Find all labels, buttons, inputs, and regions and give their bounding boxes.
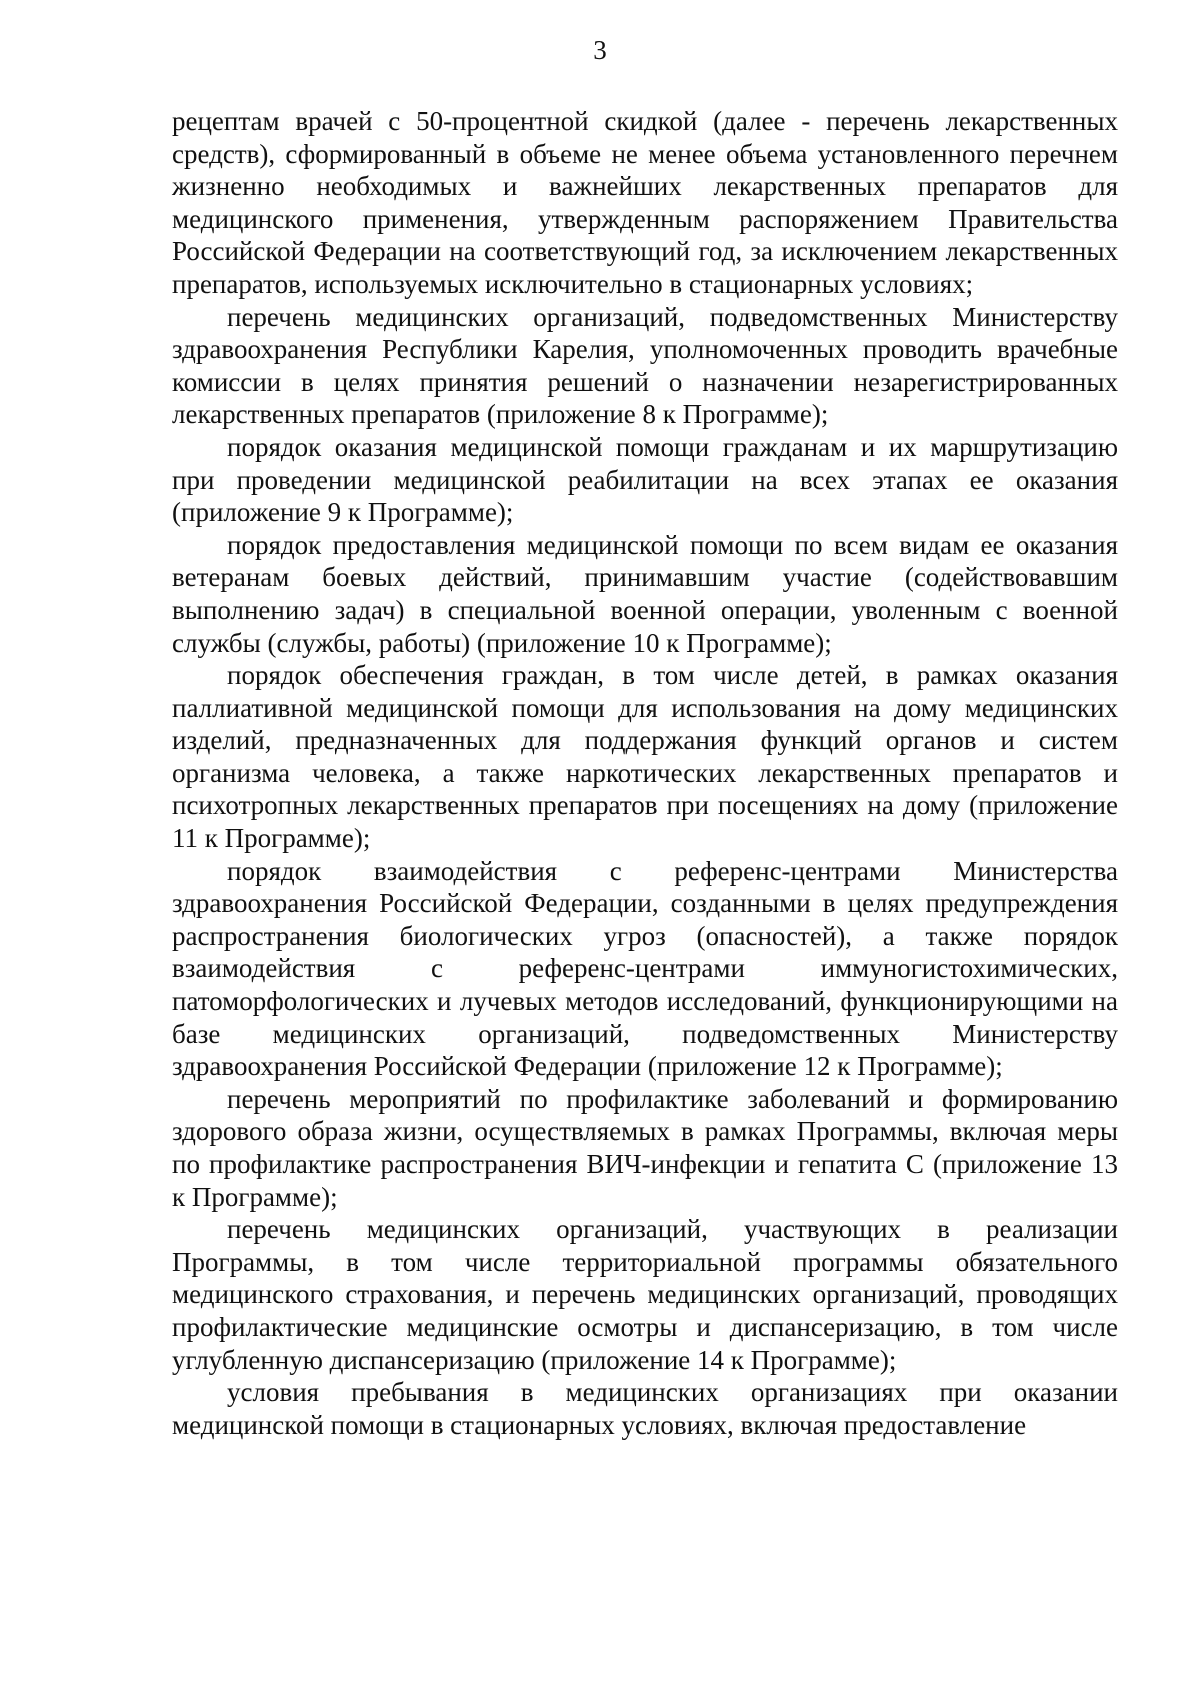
paragraph-continuation: рецептам врачей с 50-процентной скидкой (далее - перечень лекарственных средств), сформированный в объеме не менее объема установленного перечнем жизненно необходимых и важнейших лекарственных препаратов для медицинского применения, утвержденным распоряжением Правительства Российской Федерации на соответствующий год, за исключением лекарственных препаратов, используемых исключительно в стационарных условиях; bbox=[172, 106, 1118, 299]
paragraph-disease-prevention: перечень мероприятий по профилактике заболеваний и формированию здорового образа жизни, осуществляемых в рамках Программы, включая меры по профилактике распространения ВИЧ-инфекции и гепатита С (приложение 13 к Программе); bbox=[172, 1083, 1118, 1212]
page-number: 3 bbox=[593, 35, 607, 65]
paragraph-participating-organizations: перечень медицинских организаций, участвующих в реализации Программы, в том числе территориальной программы обязательного медицинского страхования, и перечень медицинских организаций, проводящих профилактические медицинские осмотры и диспансеризацию, в том числе углубленную диспансеризацию (приложение 14 к Программе); bbox=[172, 1214, 1118, 1375]
paragraph-veterans-medical-care: порядок предоставления медицинской помощи по всем видам ее оказания ветеранам боевых действий, принимавшим участие (содействовавшим выполнению задач) в специальной военной операции, уволенным с военной службы (службы, работы) (приложение 10 к Программе); bbox=[172, 529, 1118, 658]
paragraph-reference-centers: порядок взаимодействия с референс-центрами Министерства здравоохранения Российской Федерации, созданными в целях предупреждения распространения биологических угроз (опасностей), а также порядок взаимодействия с референс-центрами иммуногистохимических, патоморфологических и лучевых методов исследований, функционирующими на базе медицинских организаций, подведомственных Министерству здравоохранения Российской Федерации (приложение 12 к Программе); bbox=[172, 855, 1118, 1082]
paragraph-rehabilitation-routing: порядок оказания медицинской помощи гражданам и их маршрутизацию при проведении медицинской реабилитации на всех этапах ее оказания (приложение 9 к Программе); bbox=[172, 431, 1118, 528]
document-body bbox=[172, 105, 1118, 1441]
paragraph-medical-organizations-commissions: перечень медицинских организаций, подведомственных Министерству здравоохранения Республики Карелия, уполномоченных проводить врачебные комиссии в целях принятия решений о назначении незарегистрированных лекарственных препаратов (приложение 8 к Программе); bbox=[172, 301, 1118, 430]
paragraph-palliative-care-supply: порядок обеспечения граждан, в том числе детей, в рамках оказания паллиативной медицинской помощи для использования на дому медицинских изделий, предназначенных для поддержания функций органов и систем организма человека, а также наркотических лекарственных препаратов и психотропных лекарственных препаратов при посещениях на дому (приложение 11 к Программе); bbox=[172, 660, 1118, 854]
paragraph-inpatient-conditions: условия пребывания в медицинских организациях при оказании медицинской помощи в стационарных условиях, включая предоставление bbox=[172, 1377, 1118, 1440]
